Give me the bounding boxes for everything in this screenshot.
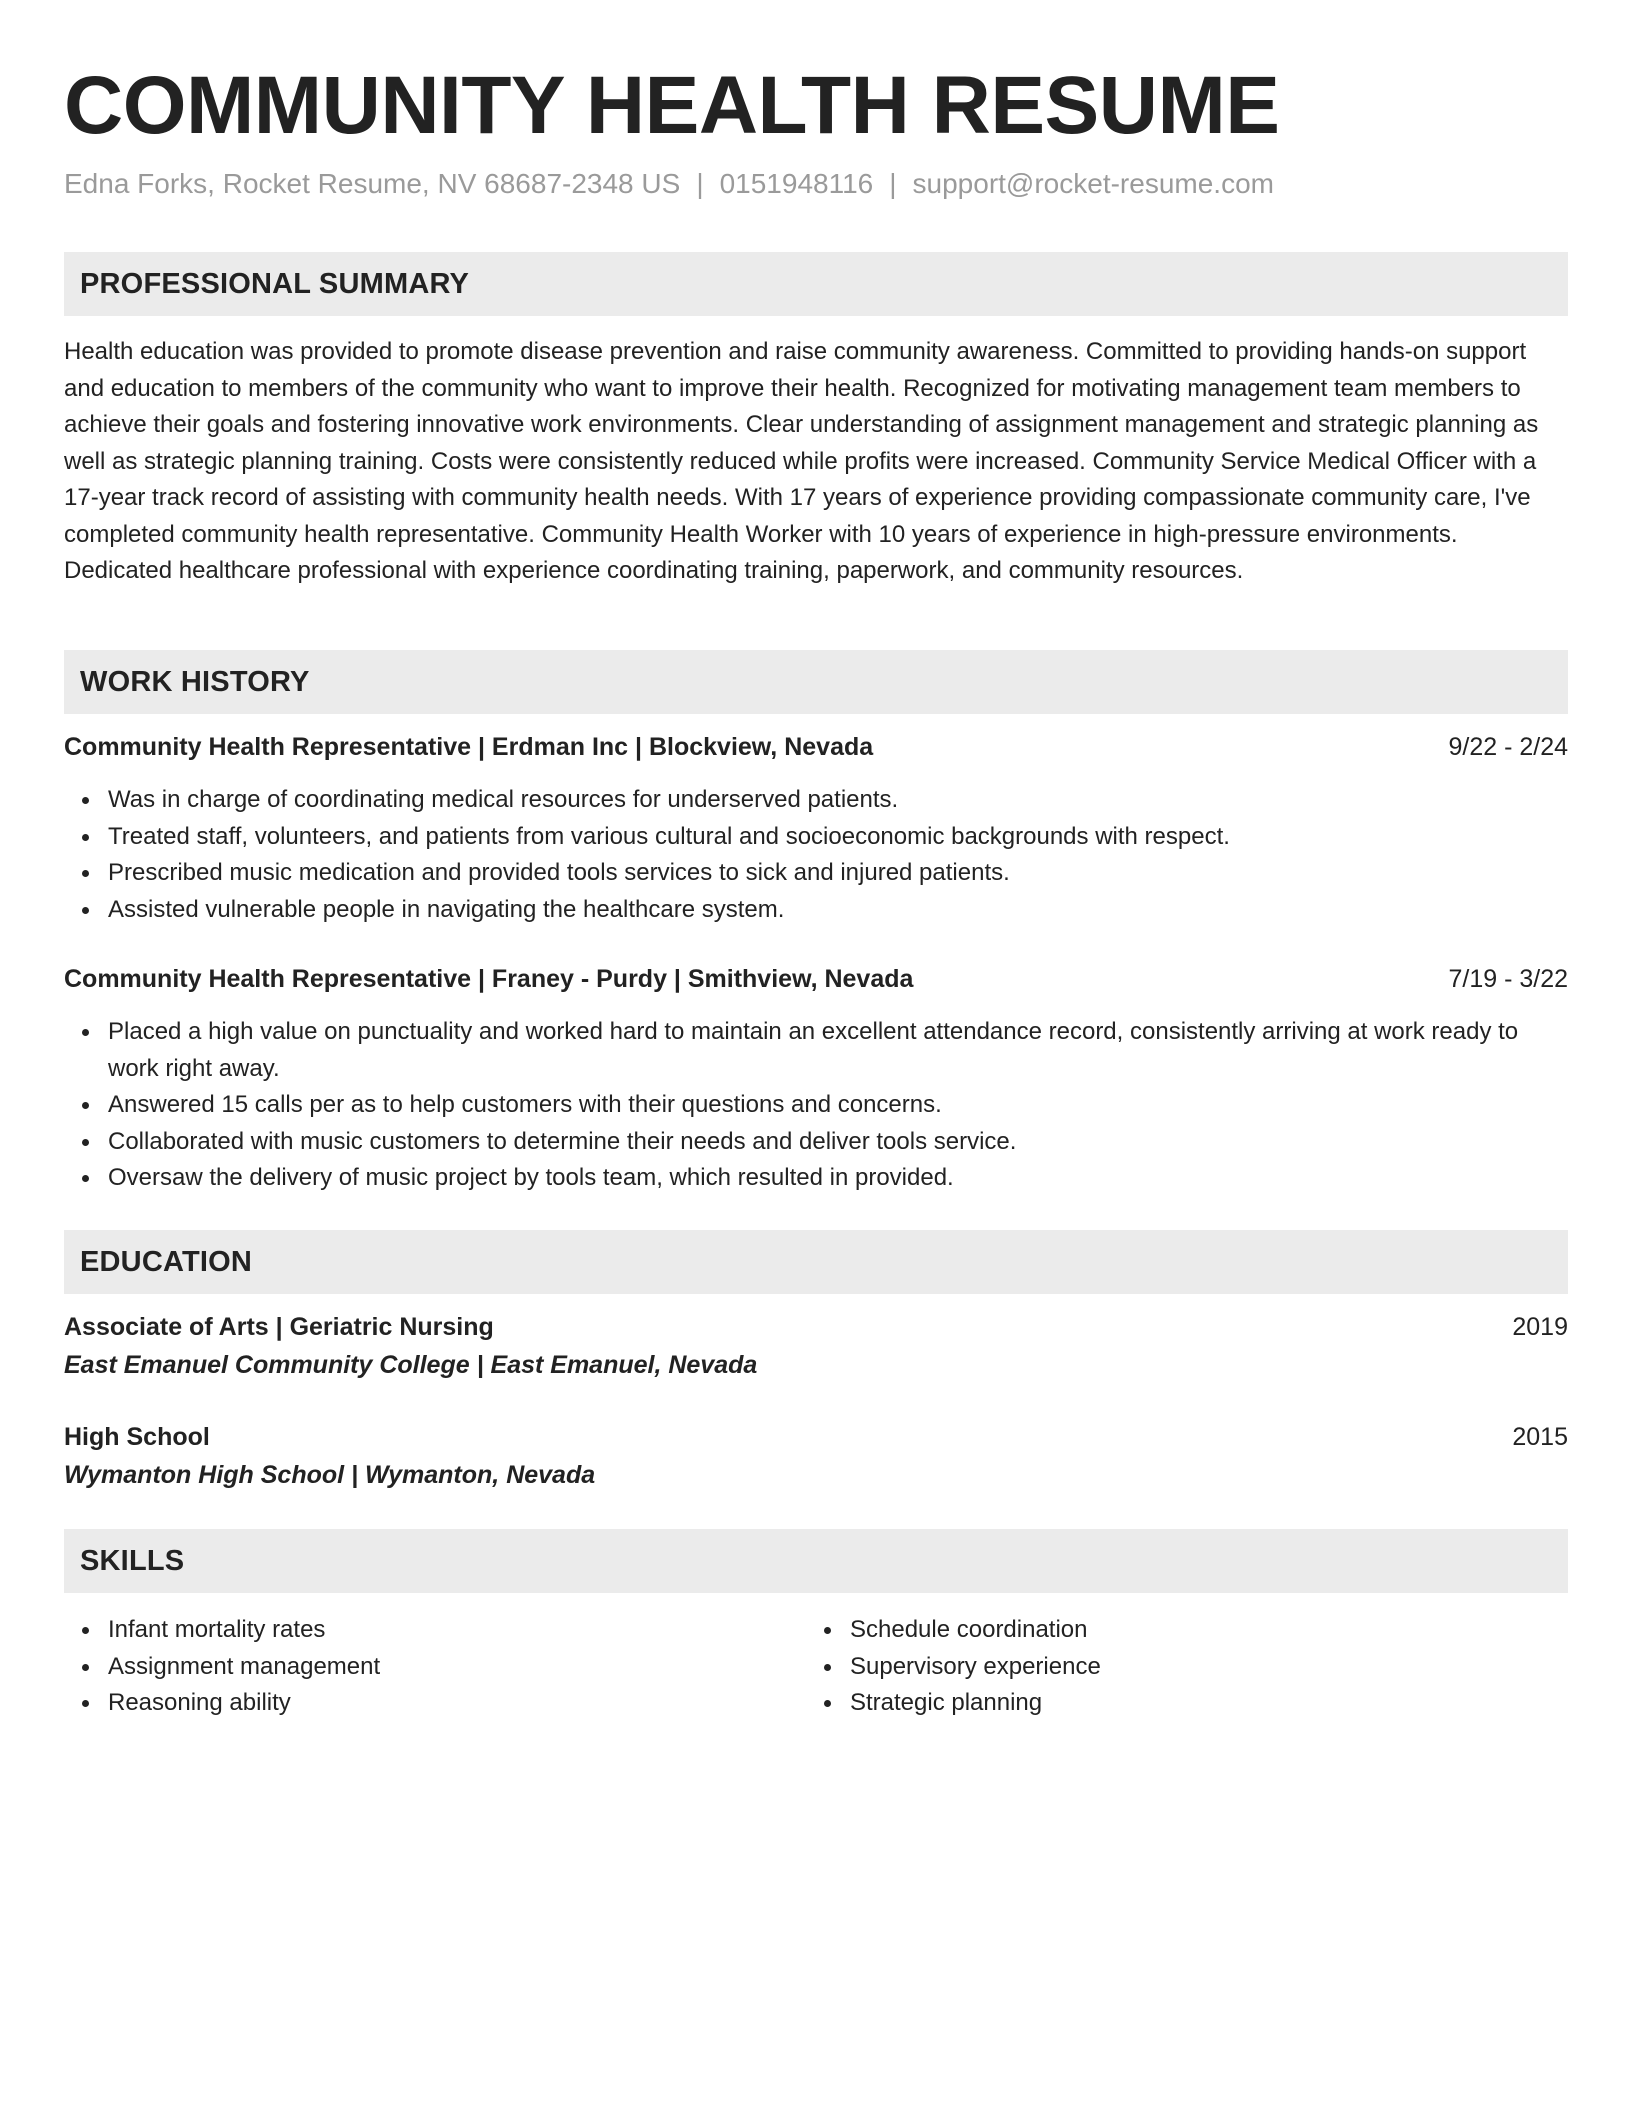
job-bullet: Collaborated with music customers to determine their needs and deliver tools service. — [108, 1124, 1568, 1161]
contact-line — [64, 164, 1274, 204]
skill-item: Schedule coordination — [850, 1612, 1506, 1649]
education-header — [64, 1309, 1568, 1345]
job-bullet: Treated staff, volunteers, and patients from various cultural and socioeconomic backgrounds with respect. — [108, 819, 1568, 856]
job-bullet: Answered 15 calls per as to help customers with their questions and concerns. — [108, 1087, 1568, 1124]
section-header-skills — [64, 1529, 1568, 1593]
skill-item: Supervisory experience — [850, 1649, 1506, 1686]
job-bullet: Assisted vulnerable people in navigating the healthcare system. — [108, 892, 1568, 929]
contact-address: Edna Forks, Rocket Resume, NV 68687-2348 US — [64, 168, 681, 199]
job-bullet: Placed a high value on punctuality and worked hard to maintain an excellent attendance record, consistently arriving at work ready to work right away. — [108, 1014, 1568, 1087]
job-bullet: Prescribed music medication and provided tools services to sick and injured patients. — [108, 855, 1568, 892]
education-header — [64, 1419, 1568, 1455]
job-header — [64, 729, 1568, 765]
job-header — [64, 961, 1568, 997]
skill-item: Strategic planning — [850, 1685, 1506, 1722]
education-school: Wymanton High School | Wymanton, Nevada — [64, 1461, 596, 1489]
section-header-summary — [64, 252, 1568, 316]
education-year: 2019 — [1512, 1313, 1568, 1341]
skill-item: Assignment management — [108, 1649, 764, 1686]
skills-list-right — [806, 1612, 1506, 1722]
education-degree: Associate of Arts | Geriatric Nursing — [64, 1313, 494, 1341]
job-title: Community Health Representative | Erdman Inc | Blockview, Nevada — [64, 733, 874, 761]
job-title: Community Health Representative | Franey - Purdy | Smithview, Nevada — [64, 965, 914, 993]
education-school: East Emanuel Community College | East Emanuel, Nevada — [64, 1351, 758, 1379]
section-heading: SKILLS — [80, 1545, 185, 1577]
education-degree: High School — [64, 1423, 210, 1451]
contact-phone: 0151948116 — [719, 168, 874, 199]
skills-list-left — [64, 1612, 764, 1722]
contact-separator: | — [889, 168, 897, 199]
job-bullet: Was in charge of coordinating medical resources for underserved patients. — [108, 782, 1568, 819]
job-dates: 7/19 - 3/22 — [1448, 965, 1568, 993]
summary-text: Health education was provided to promote disease prevention and raise community awareness. Committed to providing hands-on support and education to members of the community who want to improve their health. Recognized for motivating management team members to achieve their goals and fostering innovative work environments. Clear understanding of assignment management and strategic planning as well as strategic planning training. Costs were consistently reduced while profits were increased. Community Service Medical Officer with a 17-year track record of assisting with community health needs. With 17 years of experience providing compassionate community care, I've completed community health representative. Community Health Worker with 10 years of experience in high-pressure environments. Dedicated healthcare professional with experience coordinating training, paperwork, and community resources. — [64, 338, 1539, 584]
section-heading: EDUCATION — [80, 1246, 253, 1278]
section-heading: WORK HISTORY — [80, 666, 310, 698]
job-bullets — [64, 782, 1568, 928]
resume-title: COMMUNITY HEALTH RESUME — [64, 60, 1280, 151]
skill-item: Reasoning ability — [108, 1685, 764, 1722]
skill-item: Infant mortality rates — [108, 1612, 764, 1649]
contact-separator: | — [696, 168, 704, 199]
contact-email: support@rocket-resume.com — [912, 168, 1274, 199]
section-heading: PROFESSIONAL SUMMARY — [80, 268, 470, 300]
job-bullet: Oversaw the delivery of music project by tools team, which resulted in provided. — [108, 1160, 1568, 1197]
education-year: 2015 — [1512, 1423, 1568, 1451]
section-header-work — [64, 650, 1568, 714]
job-bullets — [64, 1014, 1568, 1197]
section-header-education — [64, 1230, 1568, 1294]
job-dates: 9/22 - 2/24 — [1448, 733, 1568, 761]
